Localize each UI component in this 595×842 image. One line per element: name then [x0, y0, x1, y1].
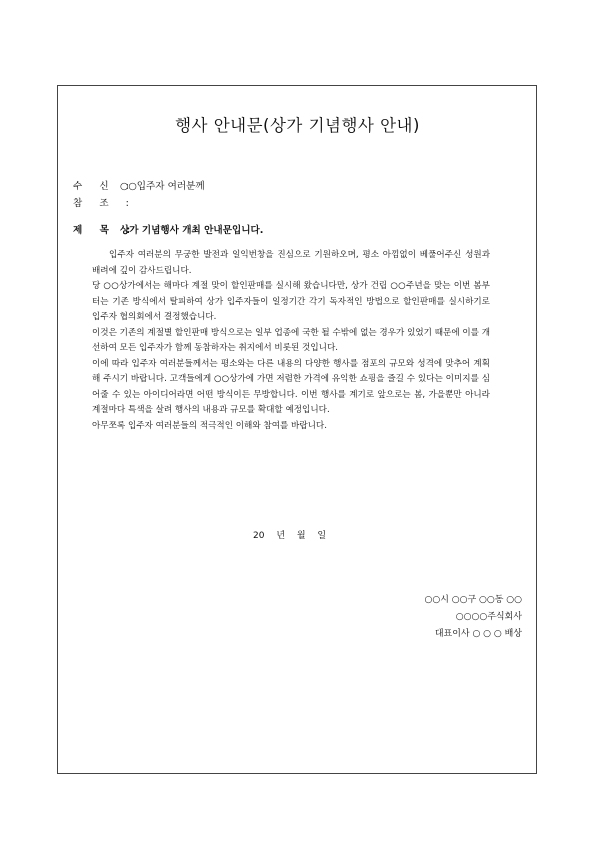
subject-line	[73, 222, 263, 236]
sender-ceo: 대표이사 ○ ○ ○ 배상	[434, 629, 522, 639]
sender-company: ○○○○주식회사	[455, 612, 522, 622]
sender-address: ○○시 ○○구 ○○동 ○○	[424, 595, 522, 605]
reference-label: 참 조 :	[73, 198, 129, 209]
recipient-value: ○○입주자 여러분께	[120, 181, 205, 192]
paragraph-closing: 아무쪼록 입주자 여러분들의 적극적인 이해와 참여를 바랍니다.	[92, 420, 327, 431]
recipient-line	[73, 178, 205, 192]
subject-label: 제 목 :	[73, 225, 131, 236]
document-title: 행사 안내문(상가 기념행사 안내)	[175, 116, 420, 135]
paragraph-reason: 이것은 기존의 계절별 할인판매 방식으로는 일부 업종에 국한 될 수밖에 없는 경우가 있었기 때문에 이를 개선하여 모든 입주자가 함께 동참하자는 취지에서 비롯된 것입니다.	[92, 327, 490, 353]
recipient-label: 수 신 :	[73, 181, 129, 192]
paragraph-greeting: 입주자 여러분의 무궁한 발전과 일익번창을 진심으로 기원하오며, 평소 아낌없이 베풀어주신 성원과 배려에 깊이 감사드립니다.	[92, 250, 490, 276]
document-date: 20 년 월 일	[253, 531, 327, 541]
reference-line	[73, 195, 129, 209]
paragraph-decision: 당 ○○상가에서는 해마다 계절 맞이 할인판매를 실시해 왔습니다만, 상가 건립 ○○주년을 맞는 이번 봄부터는 기존 방식에서 탈피하여 상가 입주자들이 일정기간 각기 독자적인 방법으로 할인판매를 실시하기로 입주자 협의회에서 결정했습니다.	[92, 281, 490, 322]
subject-value: 상가 기념행사 개최 안내문입니다.	[120, 225, 264, 236]
document-body	[92, 248, 490, 434]
paragraph-request: 이에 따라 입주자 여러분들께서는 평소와는 다른 내용의 다양한 행사를 점포의 규모와 성격에 맞추어 계획해 주시기 바랍니다. 고객들에게 ○○상가에 가면 저렴한 가격에 유익한 쇼핑을 즐길 수 있다는 이미지를 심어줄 수 있는 아이디어라면 어떤 방식이든 무방합니다. 이번 행사를 계기로 앞으로는 봄, 가을뿐만 아니라 계절마다 특색을 살려 행사의 내용과 규모를 확대할 예정입니다.	[92, 358, 490, 415]
